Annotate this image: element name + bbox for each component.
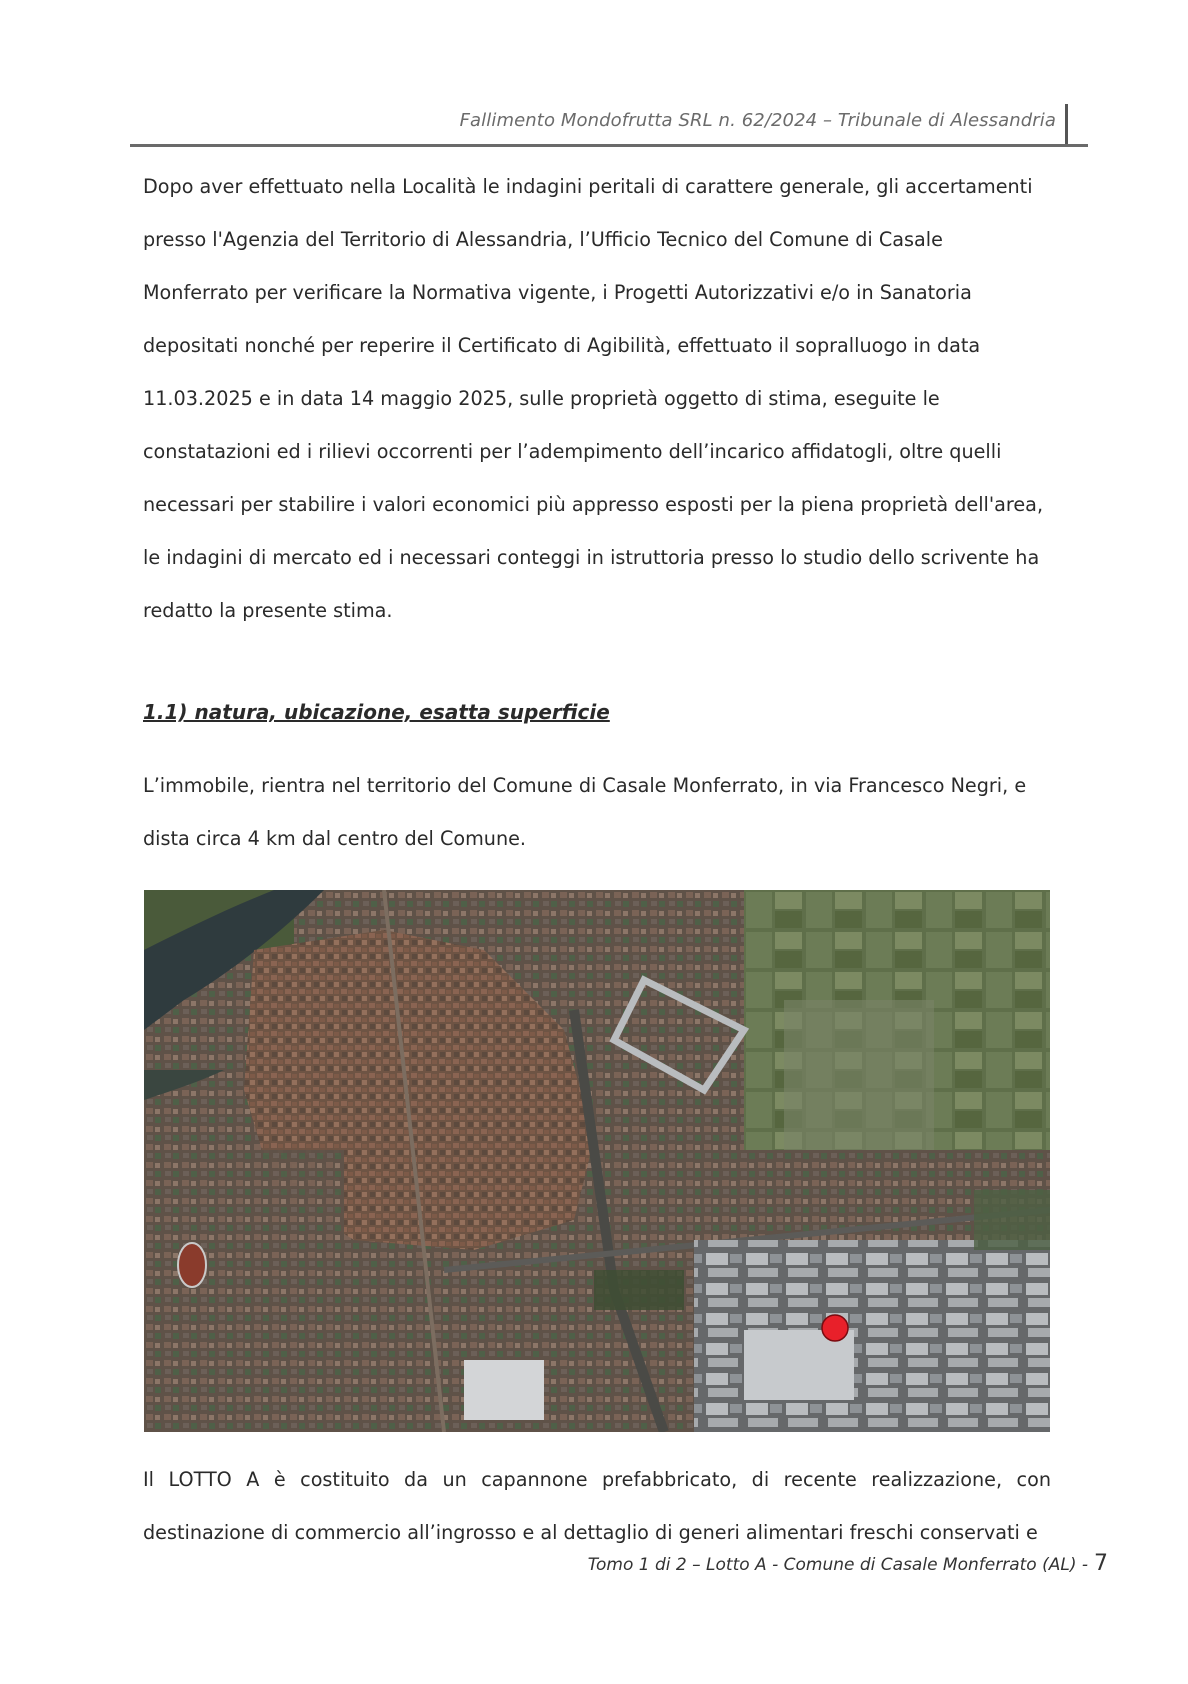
- page-number: 7: [1094, 1551, 1108, 1576]
- intro-line: necessari per stabilire i valori economici più appresso esposti per la piena proprietà dell'area,: [143, 493, 1044, 516]
- lotto-paragraph: [143, 1453, 1051, 1559]
- intro-line: le indagini di mercato ed i necessari conteggi in istruttoria presso lo studio dello scrivente ha: [143, 546, 1040, 569]
- section-line: L’immobile, rientra nel territorio del Comune di Casale Monferrato, in via Francesco Negri, e: [143, 774, 1027, 797]
- intro-line: depositati nonché per reperire il Certificato di Agibilità, effettuato il sopralluogo in data: [143, 334, 981, 357]
- intro-line: redatto la presente stima.: [143, 599, 393, 622]
- intro-line: presso l'Agenzia del Territorio di Alessandria, l’Ufficio Tecnico del Comune di Casale: [143, 228, 943, 251]
- page-footer: [588, 1551, 1108, 1576]
- lotto-line: Il LOTTO A è costituito da un capannone prefabbricato, di recente realizzazione, con: [143, 1468, 1051, 1491]
- section-paragraph: [143, 759, 1051, 865]
- aerial-map: [144, 890, 1050, 1432]
- lotto-line: destinazione di commercio all’ingrosso e al dettaglio di generi alimentari freschi conservati e: [143, 1521, 1038, 1544]
- intro-paragraph: [143, 160, 1051, 637]
- page-header: [130, 104, 1088, 148]
- aerial-map-graphic: [144, 890, 1050, 1432]
- intro-line: Monferrato per verificare la Normativa vigente, i Progetti Autorizzativi e/o in Sanatoria: [143, 281, 972, 304]
- intro-line: Dopo aver effettuato nella Località le indagini peritali di carattere generale, gli accertamenti: [143, 175, 1033, 198]
- footer-text: Tomo 1 di 2 – Lotto A - Comune di Casale Monferrato (AL) -: [587, 1555, 1088, 1575]
- intro-line: constatazioni ed i rilievi occorrenti per l’adempimento dell’incarico affidatogli, oltre quelli: [143, 440, 1002, 463]
- section-line: dista circa 4 km dal centro del Comune.: [143, 827, 527, 850]
- location-marker: [822, 1315, 848, 1341]
- section-heading: 1.1) natura, ubicazione, esatta superficie: [143, 700, 610, 724]
- header-title: Fallimento Mondofrutta SRL n. 62/2024 – Tribunale di Alessandria: [459, 110, 1056, 131]
- header-divider: [1065, 104, 1068, 144]
- header-rule: [130, 144, 1088, 147]
- intro-line: 11.03.2025 e in data 14 maggio 2025, sulle proprietà oggetto di stima, eseguite le: [143, 387, 940, 410]
